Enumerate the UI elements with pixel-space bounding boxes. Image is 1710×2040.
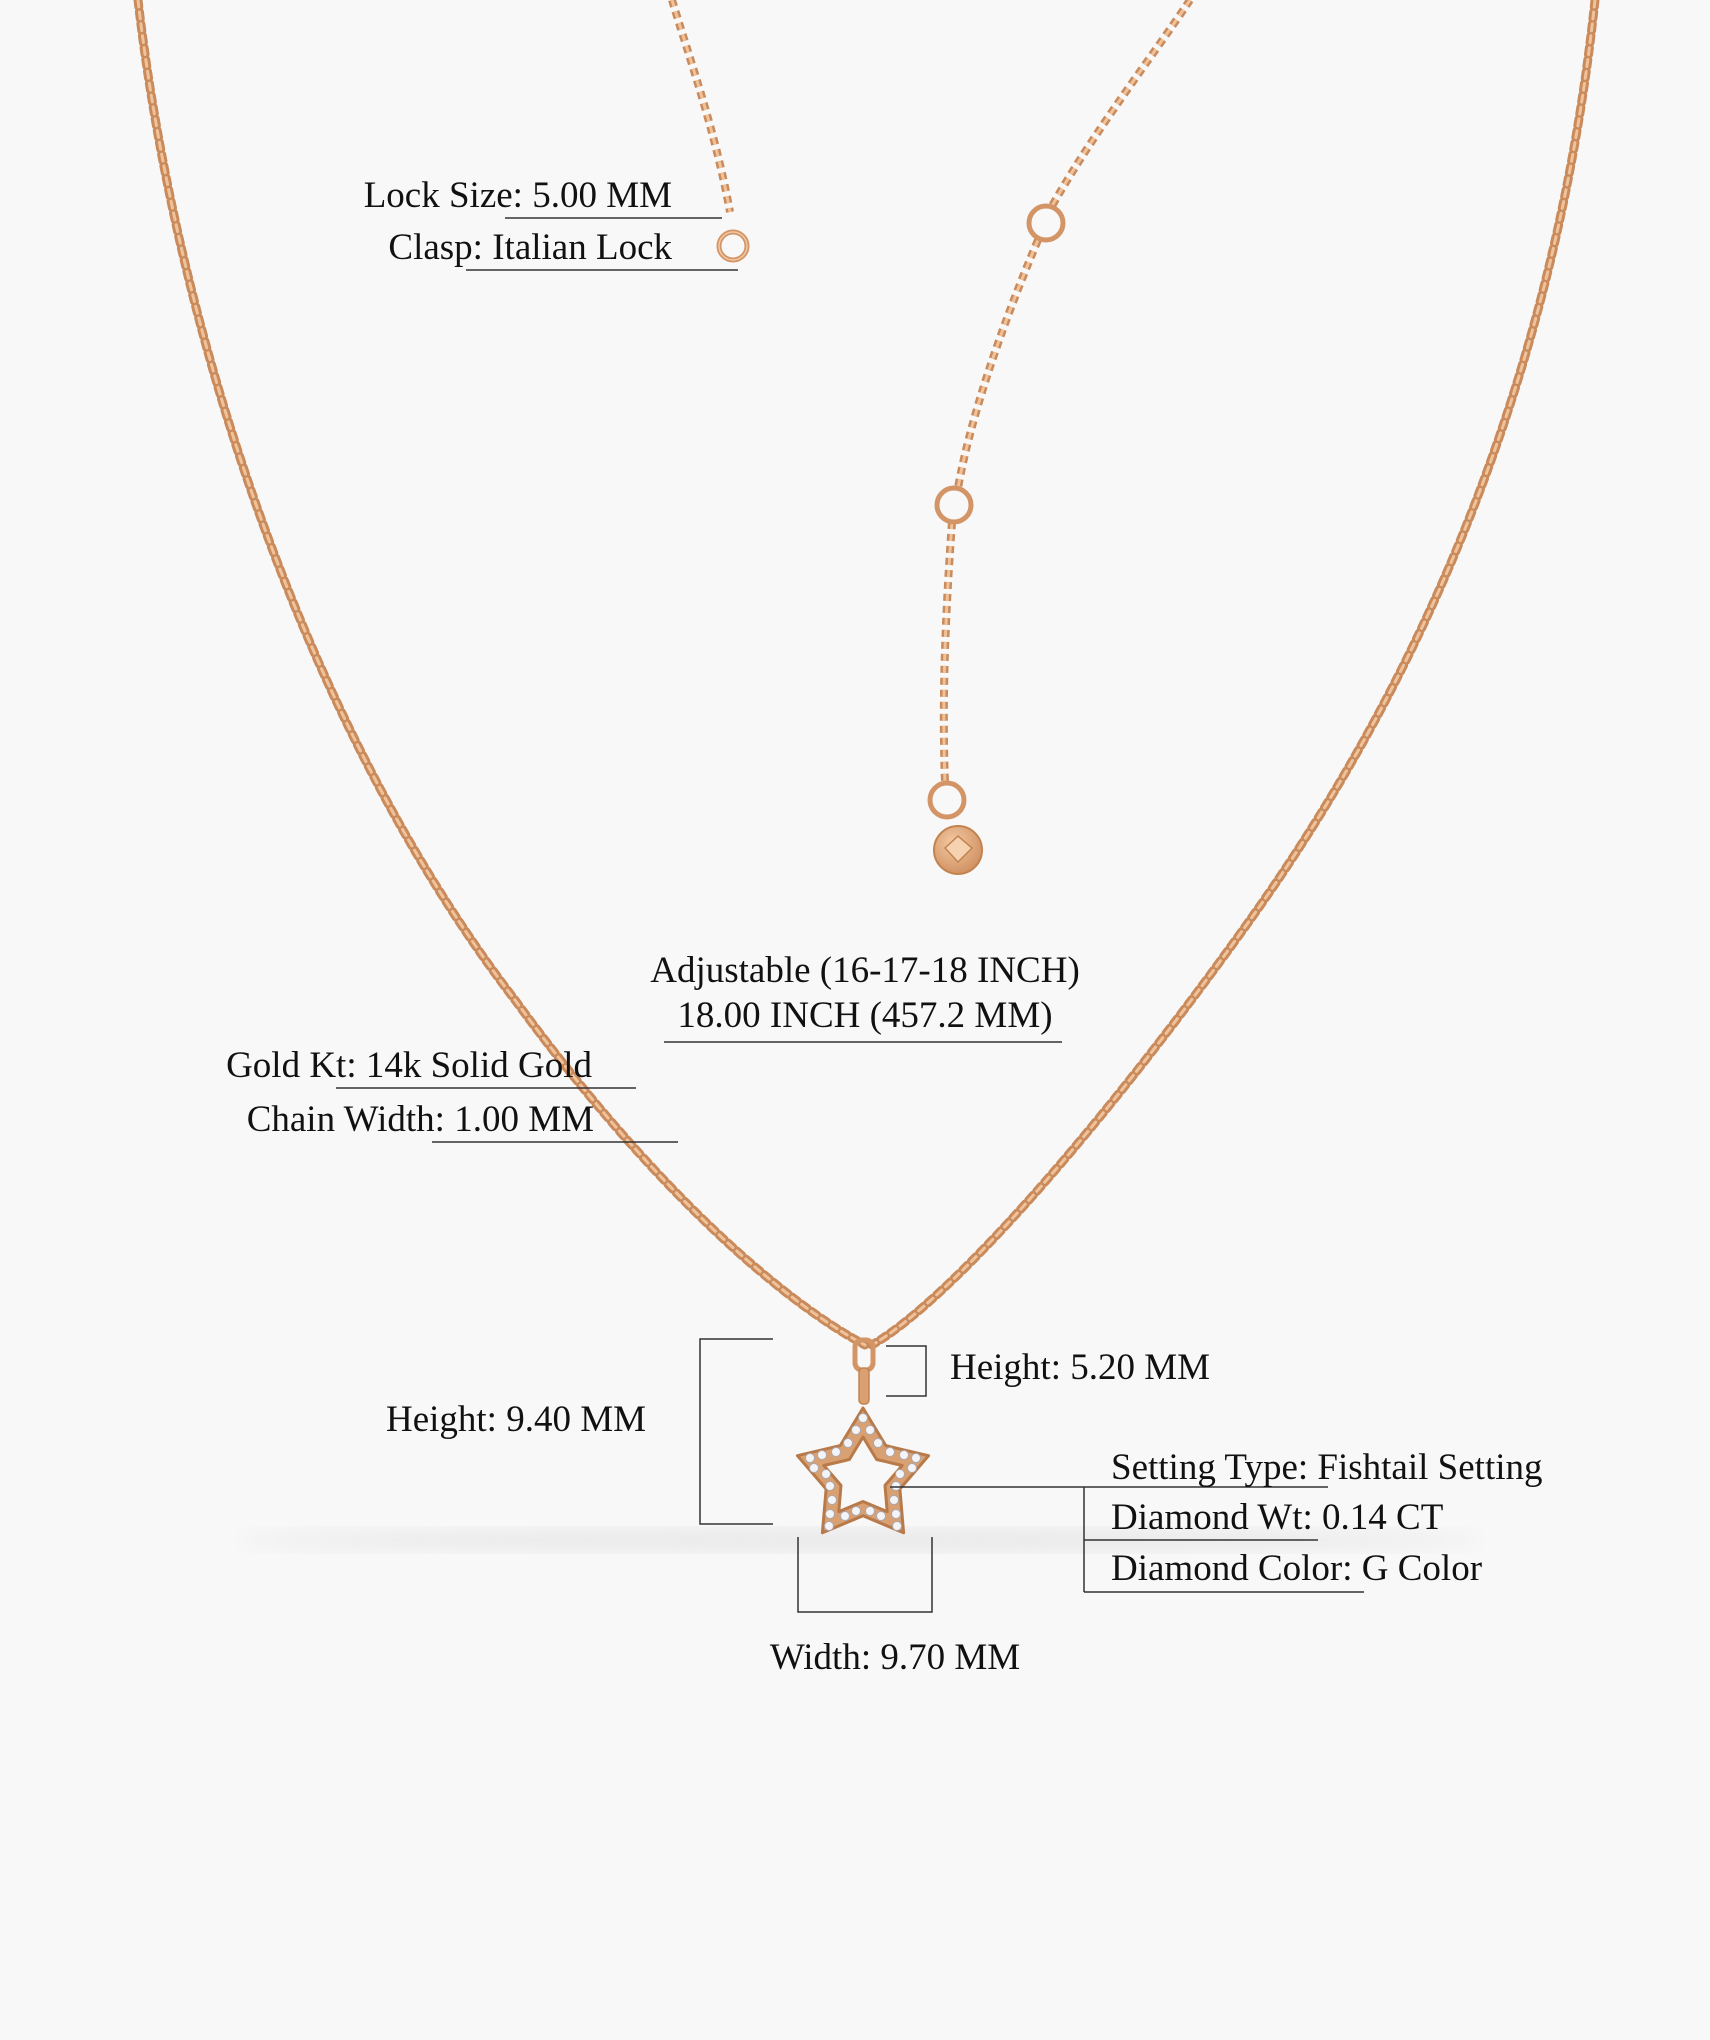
bail-height-label: Height: 5.20 MM: [950, 1347, 1211, 1388]
pendant-height-label: Height: 9.40 MM: [385, 1399, 646, 1440]
extender-chain: [944, 0, 1190, 783]
clasp-chain: [672, 0, 730, 212]
diamond-color-label: Diamond Color: G Color: [1111, 1548, 1483, 1589]
pendant-height-bracket: [700, 1339, 773, 1524]
lock-clasp-ring-highlight: [719, 232, 747, 260]
length-label: 18.00 INCH (457.2 MM): [677, 995, 1053, 1036]
gold-kt-label: Gold Kt: 14k Solid Gold: [226, 1045, 592, 1086]
extender-ring-middle: [937, 488, 971, 522]
adjustable-label: Adjustable (16-17-18 INCH): [650, 950, 1080, 991]
width-label: Width: 9.70 MM: [769, 1637, 1021, 1678]
setting-type-label: Setting Type: Fishtail Setting: [1111, 1447, 1543, 1488]
diamond-wt-label: Diamond Wt: 0.14 CT: [1111, 1497, 1444, 1538]
bail-height-bracket: [886, 1346, 926, 1396]
clasp-label: Clasp: Italian Lock: [388, 227, 672, 268]
lock-size-label: Lock Size: 5.00 MM: [363, 175, 672, 216]
chain-width-label: Chain Width: 1.00 MM: [246, 1099, 594, 1140]
extender-ring-bottom: [930, 783, 964, 817]
extender-ring-top: [1029, 206, 1063, 240]
star-pendant: [797, 1408, 928, 1533]
chain-right-strand: [872, 0, 1595, 1345]
pendant-bail: [855, 1340, 873, 1404]
